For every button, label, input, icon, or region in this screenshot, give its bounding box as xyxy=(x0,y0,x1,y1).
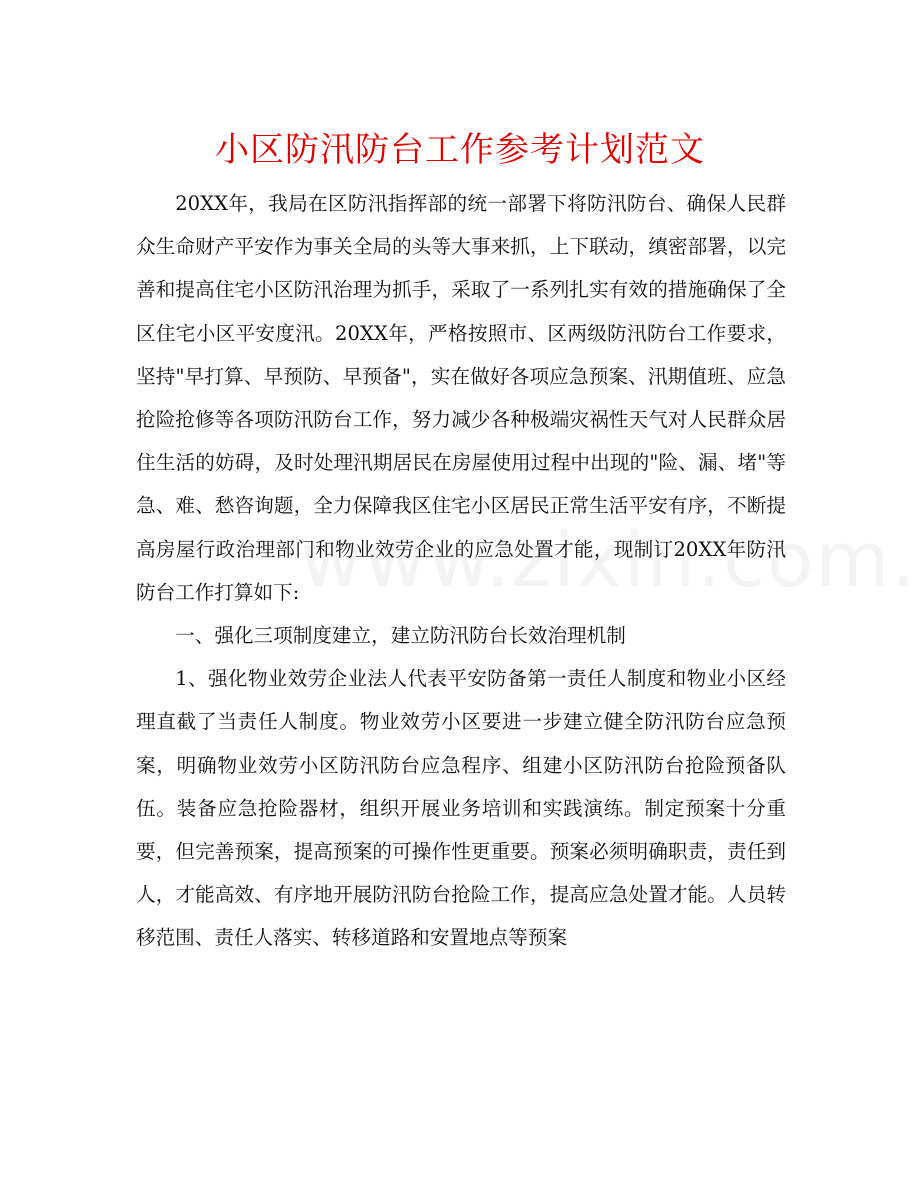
paragraph-item-1: 1、强化物业效劳企业法人代表平安防备第一责任人制度和物业小区经理直截了当责任人制度。物业效劳小区要进一步建立健全防汛防台应急预案，明确物业效劳小区防汛防台应急程序、组建小区防汛防台抢险预备队伍。装备应急抢险器材，组织开展业务培训和实践演练。制定预案十分重要，但完善预案，提高预案的可操作性更重要。预案必须明确职责，责任到人，才能高效、有序地开展防汛防台抢险工作，提高应急处置才能。人员转移范围、责任人落实、转移道路和安置地点等预案 xyxy=(136,667,786,950)
document-body xyxy=(136,182,786,960)
section-heading-1: 一、强化三项制度建立，建立防汛防台长效治理机制 xyxy=(175,624,626,648)
paragraph-intro: 20XX年，我局在区防汛指挥部的统一部署下将防汛防台、确保人民群众生命财产平安作为事关全局的头等大事来抓，上下联动，缜密部署，以完善和提高住宅小区防汛治理为抓手，采取了一系列扎实有效的措施确保了全区住宅小区平安度汛。20XX年，严格按照市、区两级防汛防台工作要求，坚持"早打算、早预防、早预备"，实在做好各项应急预案、汛期值班、应急抢险抢修等各项防汛防台工作，努力减少各种极端灾祸性天气对人民群众居住生活的妨碍，及时处理汛期居民在房屋使用过程中出现的"险、漏、堵"等急、难、愁咨询题，全力保障我区住宅小区居民正常生活平安有序，不断提高房屋行政治理部门和物业效劳企业的应急处置才能，现制订20XX年防汛防台工作打算如下: xyxy=(136,192,786,604)
document-title: 小区防汛防台工作参考计划范文 xyxy=(215,130,705,170)
